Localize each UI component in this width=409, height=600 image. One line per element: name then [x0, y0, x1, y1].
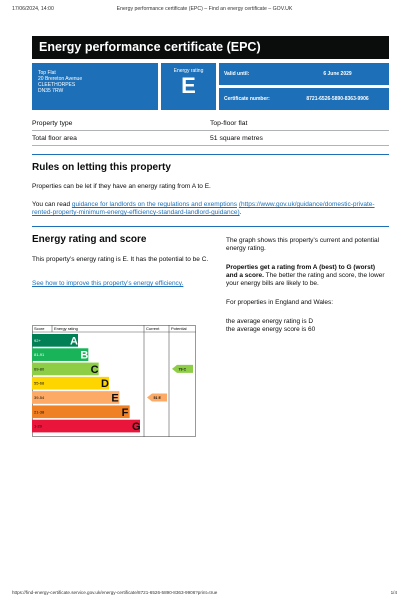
- chart-header-rating: Energy rating: [54, 326, 78, 331]
- band-letter: F: [121, 406, 129, 419]
- energy-efficiency-graph: [32, 325, 196, 437]
- band-bar: [52, 405, 130, 418]
- print-datetime: 17/06/2024, 14:00: [12, 6, 54, 12]
- potential-rating-label: 79 C: [178, 367, 187, 372]
- energy-rating-heading: Energy rating and score: [32, 234, 147, 245]
- letting-rules-heading: Rules on letting this property: [32, 162, 171, 173]
- print-url: https://find-energy-certificate.service.gov.uk/energy-certificate/8721-6526-5890-8363-9906?print=true: [12, 590, 218, 595]
- address-line: 20 Brereton Avenue: [38, 76, 83, 82]
- letting-rules-section: [32, 154, 389, 227]
- address-line: Top Flat: [38, 70, 56, 76]
- average-score-text: the average energy score is 60: [226, 326, 316, 333]
- band-letter: E: [111, 392, 119, 405]
- band-letter: D: [101, 378, 109, 391]
- chart-header-score: Score: [34, 326, 45, 331]
- average-rating-text: the average energy rating is D: [226, 318, 314, 325]
- current-rating-label: 51 E: [153, 395, 161, 400]
- energy-rating-letter: E: [181, 73, 196, 98]
- band-letter: A: [70, 335, 78, 348]
- energy-rating-text: This property’s energy rating is E. It has the potential to be C.: [32, 256, 209, 263]
- print-title: Energy performance certificate (EPC) – Find an energy certificate – GOV.UK: [116, 6, 293, 12]
- energy-left-column: [32, 235, 212, 288]
- energy-right-column: [226, 237, 388, 334]
- landlord-guidance-link[interactable]: guidance for landlords on the regulations and exemptions: [71, 201, 238, 208]
- certificate-number-value: 8721-6526-5890-8363-9906: [306, 96, 369, 102]
- valid-until-row: [219, 63, 389, 85]
- band-score-label: 1-20: [34, 423, 43, 429]
- band-bar: [52, 391, 119, 404]
- band-score-label: 81-91: [34, 352, 45, 358]
- band-letter: C: [90, 363, 99, 376]
- certificate-page: [32, 36, 389, 445]
- landlord-guidance-url[interactable]: (https://www.gov.uk/guidance/domestic-private-rented-property-minimum-energy-efficiency-standard-landlord-guidance): [32, 201, 375, 216]
- certificate-details: [219, 63, 389, 110]
- graph-description: The graph shows this property’s current and potential energy rating.: [226, 237, 380, 252]
- rating-explanation-bold: Properties get a rating from A (best) to G (worst) and a score.: [226, 264, 376, 279]
- valid-until-value: 6 June 2029: [323, 71, 352, 77]
- energy-efficiency-chart: [32, 325, 196, 437]
- band-letter: G: [132, 421, 141, 434]
- certificate-number-row: [219, 88, 389, 110]
- property-details: [32, 116, 389, 146]
- energy-rating-section: [32, 235, 389, 445]
- energy-rating-box: [161, 63, 216, 110]
- rating-explanation: [226, 264, 388, 288]
- energy-rating-label: Energy rating: [173, 68, 204, 74]
- guidance-prefix: You can read: [32, 201, 72, 208]
- certificate-summary: [32, 63, 389, 110]
- property-address: [32, 63, 158, 110]
- band-bar: [52, 420, 140, 433]
- floor-area-label: Total floor area: [32, 134, 77, 142]
- property-type-value: Top-floor flat: [210, 119, 248, 127]
- print-page-number: 1/4: [390, 590, 397, 595]
- band-score-label: 55-68: [34, 380, 45, 386]
- address-line: DN35 7RW: [38, 88, 64, 94]
- guidance-suffix: .: [239, 209, 242, 216]
- property-type-row: [32, 116, 389, 131]
- band-score-label: 69-80: [34, 366, 45, 372]
- band-score-label: 92+: [34, 337, 41, 343]
- property-type-label: Property type: [32, 119, 73, 127]
- improve-efficiency-link[interactable]: See how to improve this property’s energy efficiency.: [32, 280, 184, 287]
- band-letter: B: [80, 349, 89, 362]
- band-score-label: 21-38: [34, 409, 45, 415]
- chart-header-current: Current: [146, 326, 160, 331]
- band-score-label: 39-54: [34, 394, 45, 400]
- letting-rules-text: Properties can be let if they have an energy rating from A to E.: [32, 183, 211, 190]
- floor-area-row: [32, 131, 389, 146]
- section-divider: [32, 154, 389, 155]
- england-wales-text: For properties in England and Wales:: [226, 299, 334, 306]
- section-divider: [32, 226, 389, 227]
- page-title: Energy performance certificate (EPC): [32, 36, 389, 59]
- address-line: CLEETHORPES: [38, 82, 76, 88]
- rating-explanation-rest: The better the rating and score, the lower your energy bills are likely to be.: [226, 272, 385, 287]
- certificate-number-label: Certificate number:: [224, 96, 270, 102]
- floor-area-value: 51 square metres: [210, 134, 263, 142]
- guidance-paragraph: [32, 201, 389, 217]
- chart-header-potential: Potential: [171, 326, 187, 331]
- valid-until-label: Valid until:: [224, 71, 250, 77]
